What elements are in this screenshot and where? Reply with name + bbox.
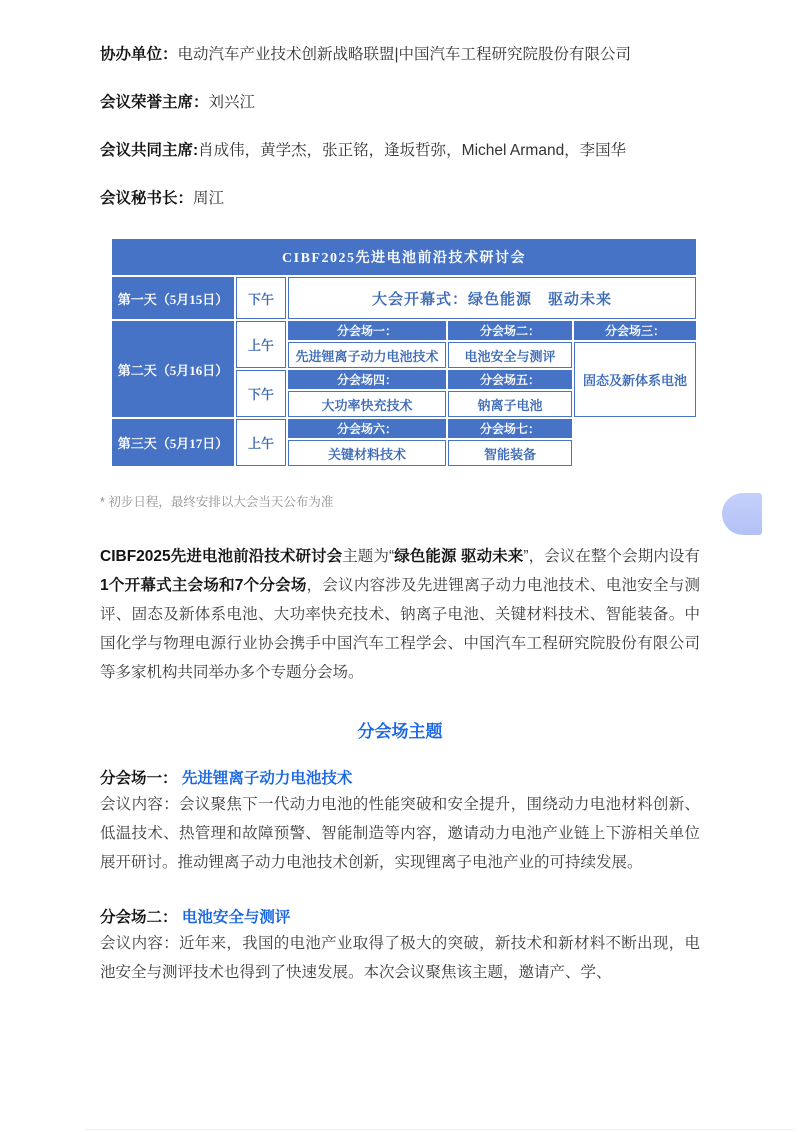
schedule-title: CIBF2025先进电池前沿技术研讨会 xyxy=(112,239,696,275)
honorary-chair-value: 刘兴江 xyxy=(208,94,256,111)
intro-text: ，会议内容涉及先进锂离子动力电池技术、电池安全与测评、固态及新体系电池、大功率快充技术、钠离子电池、关键材料技术、智能装备。中国化学与物理电源行业协会携手中国汽车工程学会、中国汽车工程研究院股份有限公司等多家机构共同举办多个专题分会场。 xyxy=(100,577,700,681)
schedule-cell-session1-label: 分会场一： xyxy=(288,321,446,340)
info-line-co-organizer xyxy=(100,44,700,65)
schedule-cell-session7-label: 分会场七： xyxy=(448,419,572,438)
schedule-cell-opening-ceremony: 大会开幕式：绿色能源 驱动未来 xyxy=(288,277,696,319)
intro-text: ”，会议在整个会期内设有 xyxy=(523,548,700,565)
schedule-cell-session3-topic: 固态及新体系电池 xyxy=(574,342,696,417)
schedule-table-wrap xyxy=(110,237,700,468)
session1-title-link[interactable]: 先进锂离子动力电池技术 xyxy=(181,770,353,787)
schedule-cell-session2-label: 分会场二： xyxy=(448,321,572,340)
schedule-cell-day3-am: 上午 xyxy=(236,419,286,466)
intro-venues-bold: 1个开幕式主会场和7个分会场 xyxy=(100,577,307,594)
schedule-cell-day3: 第三天（5月17日） xyxy=(112,419,234,466)
schedule-cell-session5-label: 分会场五： xyxy=(448,370,572,389)
schedule-cell-session2-topic: 电池安全与测评 xyxy=(448,342,572,368)
intro-text: 主题为“ xyxy=(342,548,395,565)
session2-description: 会议内容：近年来，我国的电池产业取得了极大的突破，新技术和新材料不断出现，电池安全与测评技术也得到了快速发展。本次会议聚焦该主题，邀请产、学、 xyxy=(100,935,700,981)
session1-label: 分会场一： xyxy=(100,770,178,787)
co-organizer-label: 协办单位： xyxy=(100,46,178,63)
session2-label: 分会场二： xyxy=(100,909,178,926)
schedule-cell-day1-pm: 下午 xyxy=(236,277,286,319)
intro-title-bold: CIBF2025先进电池前沿技术研讨会 xyxy=(100,548,343,565)
honorary-chair-label: 会议荣誉主席： xyxy=(100,94,209,111)
page-bottom-edge xyxy=(85,1129,794,1130)
schedule-cell-day2: 第二天（5月16日） xyxy=(112,321,234,417)
intro-theme-bold: 绿色能源 驱动未来 xyxy=(394,548,524,565)
schedule-cell-session4-label: 分会场四： xyxy=(288,370,446,389)
schedule-footnote: * 初步日程，最终安排以大会当天公布为准 xyxy=(100,495,334,509)
schedule-cell-session5-topic: 钠离子电池 xyxy=(448,391,572,417)
section-heading-sub-venues: 分会场主题 xyxy=(357,722,443,741)
schedule-table xyxy=(110,237,698,468)
schedule-cell-session7-topic: 智能装备 xyxy=(448,440,572,466)
co-chairs-value: 肖成伟，黄学杰，张正铭，逢坂哲弥，Michel Armand，李国华 xyxy=(198,142,627,159)
co-organizer-value: 电动汽车产业技术创新战略联盟|中国汽车工程研究院股份有限公司 xyxy=(177,46,632,63)
info-line-co-chairs xyxy=(100,140,700,161)
session2-title-link[interactable]: 电池安全与测评 xyxy=(181,909,291,926)
session2-line xyxy=(100,907,700,929)
session1-line xyxy=(100,768,700,790)
document-content xyxy=(100,0,700,987)
schedule-cell-day1: 第一天（5月15日） xyxy=(112,277,234,319)
floating-scroll-widget[interactable] xyxy=(722,493,762,535)
session1-description: 会议内容：会议聚焦下一代动力电池的性能突破和安全提升，围绕动力电池材料创新、低温技术、热管理和故障预警、智能制造等内容，邀请动力电池产业链上下游相关单位展开研讨。推动锂离子动力电池技术创新，实现锂离子电池产业的可持续发展。 xyxy=(100,796,700,871)
secretary-general-value: 周江 xyxy=(193,190,225,207)
info-line-secretary-general xyxy=(100,188,700,209)
schedule-cell-session6-label: 分会场六： xyxy=(288,419,446,438)
intro-paragraph xyxy=(100,542,700,687)
schedule-cell-day2-pm: 下午 xyxy=(236,370,286,417)
schedule-cell-session6-topic: 关键材料技术 xyxy=(288,440,446,466)
secretary-general-label: 会议秘书长： xyxy=(100,190,194,207)
schedule-cell-session3-label: 分会场三： xyxy=(574,321,696,340)
info-line-honorary-chair xyxy=(100,92,700,113)
co-chairs-label: 会议共同主席: xyxy=(100,142,199,159)
schedule-cell-session4-topic: 大功率快充技术 xyxy=(288,391,446,417)
schedule-cell-day2-am: 上午 xyxy=(236,321,286,368)
schedule-cell-session1-topic: 先进锂离子动力电池技术 xyxy=(288,342,446,368)
